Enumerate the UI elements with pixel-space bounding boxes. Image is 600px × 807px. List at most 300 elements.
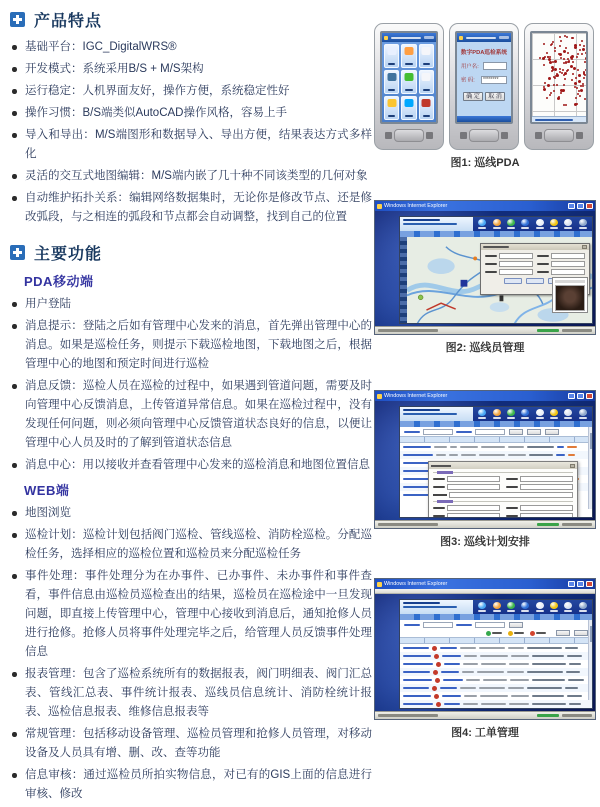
app-toolbar-icons — [473, 407, 592, 421]
main-functions-header — [10, 241, 372, 264]
pda-titlebar — [382, 33, 436, 42]
function-text: 消息中心：用以接收并查看管理中心发来的巡检消息和地图位置信息 — [25, 459, 370, 471]
toolbar-icon — [493, 219, 501, 229]
form-field — [506, 476, 573, 482]
figure-1-caption: 图1: 巡线PDA — [450, 157, 520, 169]
function-item — [10, 766, 372, 804]
patrol-point-dot — [586, 88, 588, 90]
patrol-point-dot — [585, 69, 587, 71]
patrol-point-dot — [584, 98, 586, 100]
figure-3-caption: 图3: 巡线计划安排 — [440, 536, 530, 548]
window-icon — [459, 36, 463, 40]
patrol-point-dot — [552, 41, 554, 43]
patrol-point-dot — [554, 60, 557, 63]
map-info-bar — [532, 116, 586, 122]
feature-item — [10, 167, 372, 186]
pda-map-screen — [530, 31, 588, 124]
patrol-point-dot — [554, 77, 556, 79]
pda-app-tile — [419, 44, 434, 68]
function-text: 地图浏览 — [25, 507, 71, 519]
status-icons — [499, 36, 509, 39]
patrol-point-dot — [582, 48, 585, 51]
plan-table-area — [400, 427, 592, 517]
map-tool-strip — [400, 237, 407, 323]
ie-menu-bar — [375, 589, 595, 594]
function-text: 报表管理：包含了巡检系统所有的数据报表，阀门明细表、阀门汇总表、管线汇总表、事件统计报表、巡线员信息统计、消防栓统计报表、巡检信息报表、维修信息报表等 — [25, 668, 372, 718]
pda-functions-list — [10, 295, 372, 475]
legend-red — [530, 631, 546, 636]
minimize-icon — [568, 581, 575, 587]
feature-text: 操作习惯：B/S端类似AutoCAD操作风格，容易上手 — [25, 107, 287, 119]
pda-taskbar — [457, 116, 511, 122]
password-input: ******** — [481, 76, 507, 84]
feature-text: 自动维护拓扑关系：编辑网络数据集时，无论你是修改节点、还是修改弧段，与之相连的弧段和节点都会自动调整，找到自己的位置 — [25, 192, 372, 223]
patrol-point-dot — [564, 78, 566, 80]
password-label: 密 码: — [461, 78, 475, 84]
ie-window — [374, 390, 596, 529]
patrol-point-dot — [570, 56, 573, 59]
staff-photo — [555, 285, 585, 311]
pda-app-tile — [419, 70, 434, 94]
workorder-table-rows — [400, 644, 592, 708]
table-row — [400, 660, 592, 668]
figure-4 — [374, 578, 596, 740]
patrol-point-dot — [575, 97, 577, 99]
form-field — [506, 513, 573, 517]
device-button — [501, 132, 508, 139]
filter-input — [423, 622, 453, 628]
alert-icon — [436, 702, 441, 707]
function-item — [10, 377, 372, 453]
feature-item — [10, 189, 372, 227]
form-field — [485, 253, 533, 259]
patrol-point-dot — [566, 36, 568, 38]
filter-input — [475, 622, 505, 628]
status-legend — [486, 631, 546, 636]
patrol-point-dot — [556, 84, 558, 86]
username-input — [483, 62, 507, 70]
maximize-icon — [577, 393, 584, 399]
patrol-point-dot — [581, 40, 583, 42]
patrol-point-dot — [547, 84, 550, 87]
function-item — [10, 665, 372, 722]
patrol-point-dot — [559, 36, 561, 38]
figure-2-caption: 图2: 巡线员管理 — [445, 342, 525, 354]
app-logo — [400, 217, 473, 231]
feature-item — [10, 82, 372, 101]
titlebar-text — [466, 37, 496, 39]
patrol-point-dot — [578, 90, 580, 92]
login-form — [457, 42, 511, 122]
dialog-fields — [481, 250, 589, 277]
patrol-point-dot — [539, 57, 541, 59]
patrol-point-dot — [577, 53, 579, 55]
toolbar-icon — [478, 409, 486, 419]
figure-4-caption: 图4: 工单管理 — [451, 727, 519, 739]
patrol-point-dot — [554, 50, 556, 52]
device-button — [385, 132, 392, 139]
minimize-icon — [568, 393, 575, 399]
app-toolbar-icons — [473, 600, 592, 614]
pda-menu-screen — [380, 31, 438, 124]
pda-app-tile — [384, 96, 399, 120]
patrol-point-dot — [580, 89, 583, 92]
query-button — [509, 429, 523, 435]
pda-app-tile — [384, 44, 399, 68]
function-text: 用户登陆 — [25, 298, 71, 310]
patrol-point-dot — [559, 45, 561, 47]
patrol-point-dot — [550, 44, 552, 46]
toolbar-icon — [579, 409, 587, 419]
feature-item — [10, 104, 372, 123]
toolbar-icon — [536, 602, 544, 612]
titlebar-text — [391, 37, 421, 39]
vertical-scrollbar — [588, 427, 592, 509]
alert-icon — [432, 686, 437, 691]
close-icon — [582, 245, 587, 249]
patrol-point-dot — [554, 68, 557, 71]
alert-icon — [433, 670, 438, 675]
pda-login-screen — [455, 31, 513, 124]
patrol-point-dot — [579, 95, 581, 97]
patrol-point-dot — [546, 97, 548, 99]
patrol-point-dot — [560, 40, 562, 42]
table-row — [400, 684, 592, 692]
function-text: 信息审核：通过巡检员所拍实物信息，对已有的GIS上面的信息进行审核、修改 — [25, 769, 372, 800]
device-dpad — [469, 129, 499, 142]
patrol-point-dot — [586, 57, 588, 59]
photo-panel-title — [555, 280, 585, 283]
app-header — [400, 217, 592, 231]
feature-item — [10, 126, 372, 164]
vertical-scrollbar — [588, 620, 592, 700]
alert-icon — [434, 654, 439, 659]
ie-status-bar — [375, 711, 595, 719]
legend-green — [486, 631, 502, 636]
maximize-icon — [577, 203, 584, 209]
maximize-icon — [577, 581, 584, 587]
feature-text: 灵活的交互式地图编辑：M/S端内嵌了几十种不同该类型的几何对象 — [25, 170, 368, 182]
patrol-point-dot — [549, 94, 551, 96]
ie-favicon — [377, 582, 382, 587]
patrol-point-dot — [565, 47, 567, 49]
table-row — [400, 700, 592, 708]
patrol-point-dot — [574, 86, 576, 88]
table-row — [400, 644, 592, 652]
pda-device-menu — [374, 23, 444, 150]
section-title: 产品特点 — [34, 13, 103, 30]
ie-titlebar — [375, 391, 595, 401]
toolbar-icon — [478, 602, 486, 612]
app-header — [400, 600, 592, 614]
device-button — [460, 132, 467, 139]
table-header — [400, 436, 592, 443]
function-text: 消息反馈：巡检人员在巡检的过程中，如果遇到管道问题，需要及时向管理中心反馈消息，上传管道异常信息。如果在巡检过程中，没有发现任何问题，则必须向管理中心反馈管道状态良好的信息，以便让管理中心人员及时的了解到管道状态信息 — [25, 380, 372, 449]
close-icon — [586, 393, 593, 399]
patrol-point-dot — [577, 69, 579, 71]
export-button — [574, 630, 588, 636]
app-logo — [400, 600, 473, 614]
patrol-point-dot — [584, 61, 586, 63]
patrol-point-dot — [572, 61, 574, 63]
patrol-point-dot — [574, 82, 577, 85]
patrol-point-dot — [560, 57, 562, 59]
section-title: 主要功能 — [34, 246, 103, 263]
table-header — [400, 637, 592, 644]
legend-bar — [400, 629, 592, 637]
device-dpad — [394, 129, 424, 142]
table-row — [400, 652, 592, 660]
patrol-point-dot — [586, 57, 588, 60]
patrol-point-dot — [563, 62, 565, 64]
product-features-header — [10, 8, 372, 31]
form-group — [433, 472, 573, 498]
feature-item — [10, 60, 372, 79]
device-button — [576, 132, 583, 139]
form-field — [537, 261, 585, 267]
patrol-point-dot — [544, 82, 546, 84]
function-item — [10, 725, 372, 763]
patrol-point-dot — [582, 83, 584, 85]
patrol-point-dot — [543, 88, 546, 91]
feature-text: 导入和导出：M/S端图形和数据导入、导出方便，结果表达方式多样化 — [25, 129, 372, 160]
web-app-window — [399, 216, 593, 324]
ie-favicon — [377, 204, 382, 209]
alert-icon — [434, 694, 439, 699]
ok-button: 确 定 — [463, 92, 483, 101]
patrol-point-dot — [563, 74, 565, 76]
patrol-point-dot — [559, 53, 562, 56]
toolbar-icon — [507, 602, 515, 612]
patrol-point-dot — [583, 77, 585, 79]
export-button — [545, 429, 559, 435]
filter-bar — [400, 427, 592, 436]
app-toolbar-icons — [473, 217, 592, 231]
patrol-point-dot — [586, 86, 588, 88]
form-field — [537, 269, 585, 275]
window-icon — [384, 36, 388, 40]
patrol-point-dot — [543, 64, 545, 66]
device-button — [426, 132, 433, 139]
form-group — [433, 501, 573, 517]
patrol-point-dot — [567, 52, 569, 54]
toolbar-icon — [536, 219, 544, 229]
patrol-point-dot — [563, 104, 565, 106]
patrol-point-dot — [576, 56, 578, 58]
device-dpad — [544, 129, 574, 142]
ie-title: Windows Internet Explorer — [384, 203, 448, 209]
function-item — [10, 317, 372, 374]
patrol-point-dot — [549, 56, 551, 58]
patrol-point-dot — [542, 57, 545, 60]
toolbar-icon — [564, 602, 572, 612]
patrol-point-dot — [573, 67, 576, 70]
filter-bar — [400, 620, 592, 629]
figure-2 — [374, 200, 596, 355]
toolbar-icon — [493, 409, 501, 419]
ie-window — [374, 578, 596, 720]
function-text: 常规管理：包括移动设备管理、巡检员管理和抢修人员管理，对移动设备及人员具有增、删、改、查等功能 — [25, 728, 372, 759]
pda-devices-row — [374, 23, 596, 150]
patrol-point-dot — [575, 77, 577, 79]
web-app-window — [399, 599, 593, 709]
figure-3 — [374, 390, 596, 549]
toolbar-icon — [507, 409, 515, 419]
table-row — [400, 443, 592, 451]
patrol-point-dot — [578, 74, 581, 77]
toolbar-icon — [579, 219, 587, 229]
patrol-point-dot — [563, 84, 565, 86]
password-row — [461, 75, 507, 84]
function-item — [10, 567, 372, 662]
web-functions-list — [10, 504, 372, 804]
patrol-point-dot — [551, 70, 553, 72]
patrol-points-map — [532, 33, 586, 116]
toolbar-icon — [507, 219, 515, 229]
toolbar-icon — [550, 219, 558, 229]
device-button — [535, 132, 542, 139]
patrol-point-dot — [585, 57, 588, 60]
login-buttons — [463, 92, 505, 101]
feature-item — [10, 38, 372, 57]
toolbar-icon — [550, 409, 558, 419]
table-row — [400, 668, 592, 676]
pda-device-map — [524, 23, 594, 150]
patrol-point-dot — [567, 69, 569, 71]
form-field — [433, 505, 500, 511]
patrol-point-dot — [572, 73, 574, 75]
function-item — [10, 504, 372, 523]
patrol-point-dot — [563, 50, 566, 53]
ie-titlebar — [375, 201, 595, 211]
patrol-point-dot — [572, 37, 574, 39]
plan-edit-dialog — [428, 461, 578, 517]
function-item — [10, 526, 372, 564]
username-row — [461, 61, 507, 70]
form-field — [433, 476, 500, 482]
patrol-point-dot — [579, 49, 581, 51]
login-title: 数字PDA巡检系统 — [460, 50, 508, 56]
ie-favicon — [377, 394, 382, 399]
web-app-window — [399, 406, 593, 518]
form-field-wide — [433, 492, 573, 498]
patrol-point-dot — [585, 52, 587, 54]
workorder-table-area — [400, 620, 592, 708]
patrol-point-dot — [558, 96, 560, 98]
patrol-point-dot — [546, 52, 548, 54]
close-icon — [570, 464, 575, 468]
dialog-titlebar — [429, 462, 577, 469]
pda-app-tile — [401, 96, 416, 120]
staff-photo-panel — [552, 277, 588, 313]
patrol-point-dot — [586, 47, 588, 49]
cancel-button: 取 消 — [485, 92, 505, 101]
alert-icon — [435, 678, 440, 683]
username-label: 用户名: — [461, 64, 479, 70]
refresh-button — [556, 630, 570, 636]
patrol-point-dot — [586, 46, 588, 48]
patrol-point-dot — [583, 45, 585, 47]
toolbar-icon — [493, 602, 501, 612]
ie-window — [374, 200, 596, 335]
toolbar-icon — [478, 219, 486, 229]
filter-input — [423, 429, 453, 435]
form-field — [485, 261, 533, 267]
toolbar-icon — [564, 409, 572, 419]
toolbar-icon — [564, 219, 572, 229]
toolbar-icon — [579, 602, 587, 612]
toolbar-icon — [536, 409, 544, 419]
ie-status-bar — [375, 520, 595, 528]
ie-title: Windows Internet Explorer — [384, 581, 448, 587]
form-field — [433, 513, 500, 517]
app-icon-grid — [382, 42, 436, 122]
alert-icon — [432, 646, 437, 651]
patrol-point-dot — [554, 47, 556, 49]
patrol-point-dot — [579, 44, 581, 46]
patrol-point-dot — [581, 53, 583, 55]
patrol-point-dot — [543, 43, 545, 45]
form-field — [485, 269, 533, 275]
patrol-point-dot — [553, 84, 555, 86]
app-logo — [400, 407, 473, 421]
function-item — [10, 295, 372, 314]
toolbar-icon — [521, 219, 529, 229]
pda-subsection-title: PDA移动端 — [24, 274, 94, 289]
legend-yellow — [508, 631, 524, 636]
status-icons — [424, 36, 434, 39]
pda-app-tile — [401, 70, 416, 94]
function-text: 消息提示：登陆之后如有管理中心发来的消息，首先弹出管理中心的消息。如果是巡检任务，则提示下载巡检地图，下载地图之后，根据管理中心的地图和预定时间进行巡检 — [25, 320, 372, 370]
table-row — [400, 451, 592, 459]
pda-titlebar — [457, 33, 511, 42]
form-field — [537, 253, 585, 259]
pda-app-tile — [384, 70, 399, 94]
patrol-point-dot — [553, 90, 555, 92]
feature-text: 基础平台：IGC_DigitalWRS® — [25, 41, 177, 53]
toolbar-icon — [521, 409, 529, 419]
patrol-point-dot — [578, 80, 581, 83]
web-subsection-title: WEB端 — [24, 483, 70, 498]
add-button — [527, 429, 541, 435]
pda-app-tile — [419, 96, 434, 120]
figure-1 — [374, 23, 596, 170]
app-header — [400, 407, 592, 421]
form-field — [506, 484, 573, 490]
patrol-point-dot — [548, 77, 551, 80]
feature-text: 运行稳定：人机界面友好，操作方便，系统稳定性好 — [25, 85, 290, 97]
patrol-point-dot — [565, 104, 567, 106]
pda-app-tile — [401, 44, 416, 68]
form-field — [506, 505, 573, 511]
patrol-point-dot — [574, 103, 577, 106]
close-icon — [586, 203, 593, 209]
function-text: 事件处理：事件处理分为在办事件、已办事件、未办事件和事件查看，事件信息由巡检员巡检查出的结果，巡检员在巡检途中一旦发现问题，即直接上传管理中心，管理中心接收到消息后，通知抢修人员进行抢修。抢修人员将事件处理完毕之后，给管理人员反馈事件处理信息 — [25, 570, 372, 658]
alert-icon — [436, 662, 441, 667]
toolbar-icon — [550, 602, 558, 612]
table-row — [400, 676, 592, 684]
patrol-point-dot — [551, 66, 554, 69]
content-column — [10, 5, 372, 807]
minimize-icon — [568, 203, 575, 209]
pda-device-login — [449, 23, 519, 150]
plus-icon — [10, 12, 25, 27]
patrol-point-dot — [563, 58, 565, 60]
feature-text: 开发模式：系统采用B/S + M/S架构 — [25, 63, 204, 75]
ie-status-bar — [375, 326, 595, 334]
function-item — [10, 456, 372, 475]
function-text: 巡检计划：巡检计划包括阀门巡检、管线巡检、消防栓巡检。分配巡检任务，选择相应的巡检位置和巡检员来分配巡检任务 — [25, 529, 372, 560]
